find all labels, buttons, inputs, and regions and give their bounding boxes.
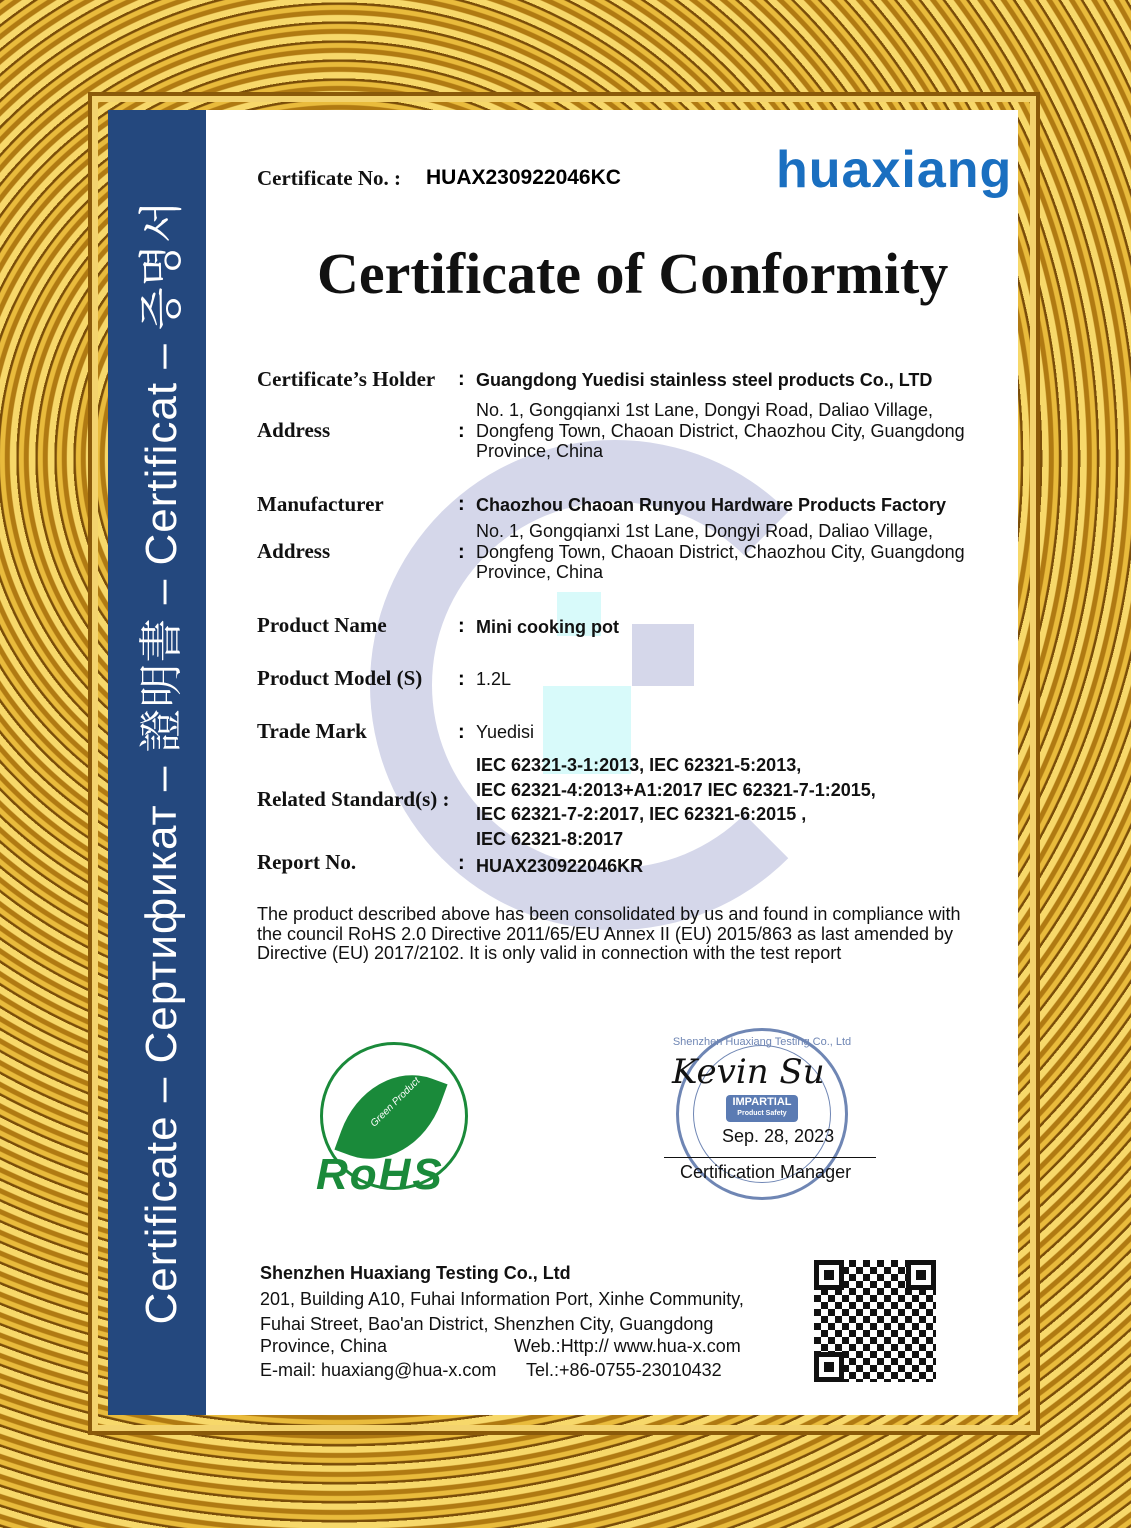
- signature: Kevin Su: [672, 1052, 825, 1092]
- footer-web[interactable]: Web.:Http:// www.hua-x.com: [514, 1336, 741, 1356]
- watermark-square: [632, 624, 694, 686]
- colon: :: [458, 541, 465, 563]
- badge-sub-text: Product Safety: [737, 1110, 787, 1117]
- compliance-statement: [257, 905, 960, 964]
- address-line: Province, China: [476, 441, 604, 461]
- standard-line: IEC 62321-7-2:2017, IEC 62321-6:2015 ,: [476, 804, 807, 824]
- signatory-title: Certification Manager: [680, 1162, 852, 1182]
- holder-address: [476, 400, 965, 462]
- standard-line: IEC 62321-3-1:2013, IEC 62321-5:2013,: [476, 755, 802, 775]
- footer-company: Shenzhen Huaxiang Testing Co., Ltd: [260, 1263, 571, 1283]
- standards-label: Related Standard(s) :: [257, 787, 450, 811]
- statement-line: Directive (EU) 2017/2102. It is only valid in connection with the test report: [257, 943, 842, 963]
- colon: :: [458, 420, 465, 442]
- rohs-sub: Green Product: [368, 1075, 423, 1130]
- colon: :: [458, 852, 465, 874]
- address-line: No. 1, Gongqianxi 1st Lane, Dongyi Road, Daliao Village,: [476, 400, 933, 420]
- product-name-value: Mini cooking pot: [476, 617, 619, 637]
- side-banner-text: Certificate – Сертификат – 證明書 – Certificat – 증명서: [137, 199, 186, 1325]
- badge-text: IMPARTIAL: [732, 1096, 792, 1108]
- trade-mark-label: Trade Mark: [257, 719, 367, 743]
- manufacturer-address-label: Address: [257, 539, 331, 563]
- footer-email[interactable]: E-mail: huaxiang@hua-x.com: [260, 1360, 497, 1380]
- standard-line: IEC 62321-4:2013+A1:2017 IEC 62321-7-1:2015,: [476, 779, 876, 800]
- stamp-ring-text: Shenzhen Huaxiang Testing Co., Ltd: [672, 1036, 852, 1048]
- colon: :: [458, 493, 465, 515]
- manufacturer-address: [476, 521, 965, 583]
- standards-list: [476, 753, 876, 851]
- statement-line: the council RoHS 2.0 Directive 2011/65/EU Annex II (EU) 2015/863 as last amended by: [257, 923, 954, 944]
- footer-line: 201, Building A10, Fuhai Information Port, Xinhe Community,: [260, 1289, 744, 1309]
- statement-line: The product described above has been consolidated by us and found in compliance with: [257, 904, 961, 924]
- certificate-no-label: Certificate No. :: [257, 166, 402, 190]
- certificate-no: HUAX230922046KC: [426, 166, 621, 189]
- footer-province: Province, China: [260, 1336, 388, 1356]
- address-line: Province, China: [476, 562, 604, 582]
- footer-line: Fuhai Street, Bao'an District, Shenzhen City, Guangdong: [260, 1313, 714, 1334]
- signature-line: [664, 1157, 876, 1158]
- manufacturer-value: Chaozhou Chaoan Runyou Hardware Products Factory: [476, 495, 947, 515]
- holder-address-label: Address: [257, 418, 331, 442]
- qr-code: [814, 1260, 936, 1382]
- report-no-value: HUAX230922046KR: [476, 856, 644, 876]
- rohs-text: RoHS: [316, 1150, 444, 1199]
- colon: :: [458, 668, 465, 690]
- page-title: Certificate of Conformity: [317, 241, 949, 306]
- footer-address: [260, 1287, 744, 1336]
- huaxiang-logo: huaxiang: [776, 141, 1013, 199]
- manufacturer-label: Manufacturer: [257, 492, 384, 516]
- address-line: No. 1, Gongqianxi 1st Lane, Dongyi Road, Daliao Village,: [476, 521, 933, 541]
- address-line: Dongfeng Town, Chaoan District, Chaozhou City, Guangdong: [476, 541, 965, 562]
- colon: :: [458, 615, 465, 637]
- trade-mark-value: Yuedisi: [476, 722, 535, 742]
- holder-label: Certificate’s Holder: [257, 367, 436, 391]
- product-model-value: 1.2L: [476, 669, 512, 689]
- standard-line: IEC 62321-8:2017: [476, 828, 624, 849]
- footer-tel: Tel.:+86-0755-23010432: [526, 1360, 722, 1380]
- address-line: Dongfeng Town, Chaoan District, Chaozhou City, Guangdong: [476, 420, 965, 441]
- issue-date: Sep. 28, 2023: [722, 1126, 835, 1146]
- holder-value: Guangdong Yuedisi stainless steel products Co., LTD: [476, 370, 933, 390]
- product-model-label: Product Model (S): [257, 666, 423, 690]
- impartial-badge: [726, 1095, 798, 1122]
- report-no-label: Report No.: [257, 850, 357, 874]
- colon: :: [458, 721, 465, 743]
- product-name-label: Product Name: [257, 613, 387, 637]
- colon: :: [458, 368, 465, 390]
